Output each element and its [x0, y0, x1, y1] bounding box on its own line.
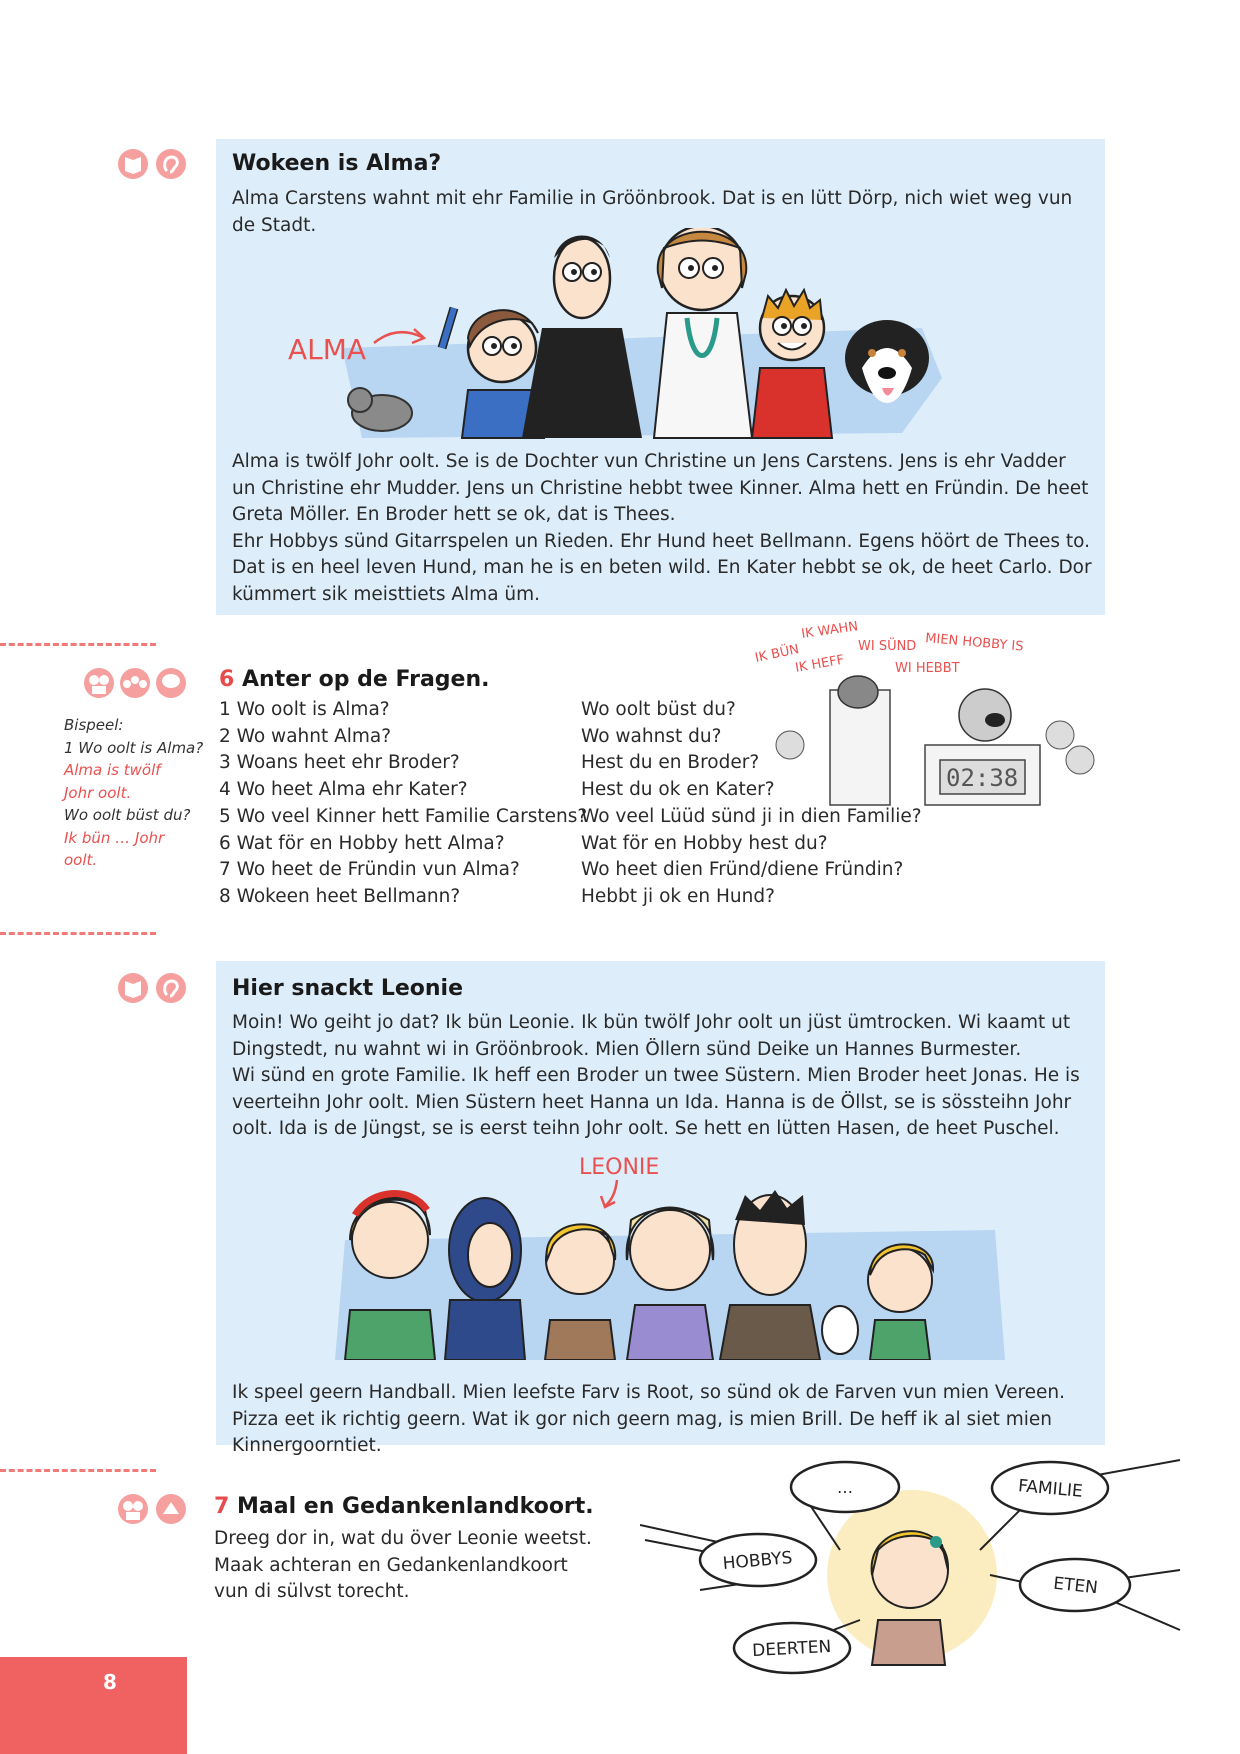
mindmap-deerten: DEERTEN [751, 1636, 832, 1662]
example-q2: Wo oolt büst du? [64, 806, 191, 824]
question-right: Hest du ok en Kater? [581, 779, 775, 801]
bubble-wi-sund: WI SÜND [858, 639, 917, 654]
exercise6-number: 6 [219, 667, 235, 692]
mind-map-drawing [640, 1450, 1185, 1685]
exercise7-instructions: Dreeg dor in, wat du över Leonie weetst. Maak achteran en Gedankenlandkoort vun di sülvst torecht. [214, 1528, 592, 1602]
bubble-ik-bun: IK BÜN [753, 641, 801, 666]
example-label: Bispeel: [64, 716, 124, 734]
example-q1: 1 Wo oolt is Alma? [64, 738, 204, 757]
alma-paragraph-1: Alma is twölf Johr oolt. Se is de Dochter vun Christine un Jens Carstens. Jens is ehr Vadder un Christine ehr Mudder. Jens un Christine hebbt twee Kinner. Alma hett en Fründin. De heet Greta Möller. En Broder hett se ok, dat is Thees. [232, 451, 1089, 525]
alma-label-text: ALMA [288, 333, 367, 366]
bubble-ik-heff: IK HEFF [794, 652, 846, 676]
exercise7-number: 7 [214, 1494, 230, 1519]
alma-paragraphs [232, 449, 1094, 608]
mindmap-eten: ETEN [1052, 1573, 1099, 1599]
draw-icons [117, 1492, 189, 1526]
leonie-paragraph-2: Wi sünd en grote Familie. Ik heff een Broder un twee Süstern. Mien Broder heet Jonas. He is veerteihn Johr oolt. Mien Süstern heet Hanna un Ida. Hanna is de Öllst, se is sössteihn Johr oolt. Ida is de Jüngst, se is eerst teihn Johr oolt. Se hett en lütten Hasen, de heet Puschel. [232, 1065, 1080, 1139]
questions-left [219, 697, 588, 911]
reading-icons-2 [117, 971, 189, 1005]
mindmap-hobbys: HOBBYS [721, 1548, 794, 1575]
exercise7-text [214, 1526, 594, 1606]
leonie-label-text: LEONIE [579, 1155, 660, 1180]
leonie-paragraphs [232, 1010, 1094, 1143]
debate-illustration [750, 620, 1100, 810]
speak-group-icons [82, 666, 188, 700]
example-a1: Alma is twölf Johr oolt. [64, 761, 161, 802]
question-right: Wo veel Lüüd sünd ji in dien Familie? [581, 805, 922, 827]
debate-clock: 02:38 [946, 764, 1019, 792]
exercise6-title [219, 667, 489, 692]
question-right: Wo wahnst du? [581, 725, 722, 747]
exercise7-title-text: Maal en Gedankenlandkoort. [236, 1494, 594, 1519]
question-left: 4 Wo heet Alma ehr Kater? [219, 779, 468, 801]
discussion-icons [82, 666, 188, 700]
bubble-ik-wahn: IK WAHN [800, 620, 860, 642]
exercise6-title-text: Anter op de Fragen. [241, 667, 490, 692]
mindmap-familie: FAMILIE [1017, 1476, 1084, 1502]
mind-map [640, 1450, 1185, 1685]
alma-label [286, 321, 436, 367]
question-left: 2 Wo wahnt Alma? [219, 725, 392, 747]
question-left: 7 Wo heet de Fründin vun Alma? [219, 859, 520, 881]
reading-icons [117, 147, 189, 181]
bubble-mien-hobby: MIEN HOBBY IS [924, 631, 1025, 655]
question-left: 6 Wat för en Hobby hett Alma? [219, 832, 505, 854]
alma-intro-text: Alma Carstens wahnt mit ehr Familie in Gröönbrook. Dat is en lütt Dörp, nich wiet weg vun de Stadt. [232, 188, 1073, 236]
bubble-wi-hebbt: WI HEBBT [895, 661, 960, 676]
leonie-family-illustration [335, 1180, 1015, 1360]
question-left: 1 Wo oolt is Alma? [219, 699, 390, 720]
example-a2: Ik bün … Johr oolt. [64, 828, 165, 869]
page-number: 8 [103, 1670, 117, 1694]
divider-top-ex6 [0, 643, 156, 646]
alma-arrow [286, 321, 436, 367]
read-listen-icons-2 [117, 971, 189, 1005]
example-box [64, 714, 204, 872]
question-left: 8 Wokeen heet Bellmann? [219, 885, 461, 907]
read-listen-icons [117, 147, 189, 181]
question-right: Hebbt ji ok en Hund? [581, 885, 775, 907]
leonie-drawing [335, 1180, 1015, 1360]
alma-paragraph-2: Ehr Hobbys sünd Gitarrspelen un Rieden. Ehr Hund heet Bellmann. Egens höört de Thees to. Dat is en heel leven Hund, man he is en beten wild. En Kater hebbt se ok, de heet Carlo. Dor kümmert sik meisttiets Alma üm. [232, 530, 1092, 605]
mindmap-top: … [837, 1478, 853, 1497]
question-left: 5 Wo veel Kinner hett Familie Carstens? [219, 805, 588, 827]
question-right: Hest du en Broder? [581, 752, 760, 774]
debate-drawing [750, 620, 1100, 810]
question-right: Wo heet dien Fründ/diene Fründin? [581, 859, 904, 881]
question-left: 3 Woans heet ehr Broder? [219, 752, 460, 774]
divider-bottom-ex6 [0, 932, 156, 935]
question-right: Wo oolt büst du? [581, 699, 736, 720]
speak-map-icons [117, 1492, 189, 1526]
leonie-paragraph-1: Moin! Wo geiht jo dat? Ik bün Leonie. Ik bün twölf Johr oolt un jüst ümtrocken. Wi kaamt ut Dingstedt, nu wahnt wi in Gröönbrook. Mien Öllern sünd Deike un Hannes Burmester. [232, 1012, 1071, 1060]
leonie-closing [232, 1380, 1094, 1460]
divider-ex7 [0, 1469, 156, 1472]
section-title-alma: Wokeen is Alma? [232, 151, 442, 176]
section-title-leonie: Hier snackt Leonie [232, 976, 464, 1001]
leonie-paragraph-3: Ik speel geern Handball. Mien leefste Farv is Root, so sünd ok de Farven vun mien Vereen. Pizza eet ik richtig geern. Wat ik gor nich geern mag, is mien Brill. De heff ik al siet mien Kinnergoorntiet. [232, 1382, 1066, 1456]
exercise7-title [214, 1494, 594, 1519]
question-right: Wat för en Hobby hest du? [581, 832, 828, 854]
